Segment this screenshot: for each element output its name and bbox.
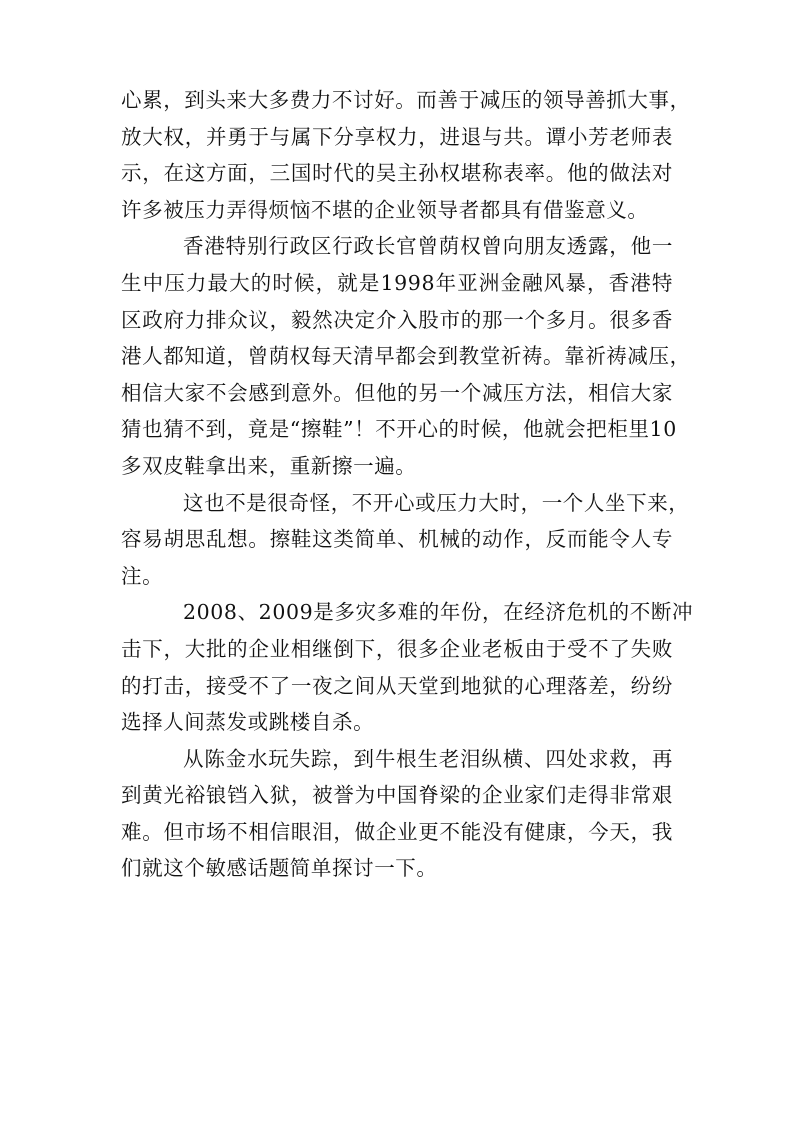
text-line: 容易胡思乱想。擦鞋这类简单、机械的动作，反而能令人专 <box>121 527 673 552</box>
text-line: 注。 <box>121 563 164 588</box>
text-line: 多双皮鞋拿出来，重新擦一遍。 <box>121 453 417 478</box>
text-line: 猜也猜不到，竟是“擦鞋”！不开心的时候，他就会把柜里10 <box>121 417 677 442</box>
text-line: 相信大家不会感到意外。但他的另一个减压方法，相信大家 <box>121 380 673 405</box>
paragraph-first-line: 从陈金水玩失踪，到牛根生老泪纵横、四处求救，再 <box>183 746 673 771</box>
text-line: 示，在这方面，三国时代的吴主孙权堪称表率。他的做法对 <box>121 161 673 186</box>
text-line: 到黄光裕锒铛入狱，被誉为中国脊梁的企业家们走得非常艰 <box>121 783 673 808</box>
paragraph-first-line: 这也不是很奇怪，不开心或压力大时，一个人坐下来， <box>183 490 690 515</box>
paragraph-first-line: 2008、2009是多灾多难的年份，在经济危机的不断冲 <box>183 600 694 625</box>
body-text <box>121 82 694 887</box>
text-line: 选择人间蒸发或跳楼自杀。 <box>121 710 375 735</box>
text-line: 放大权，并勇于与属下分享权力，进退与共。谭小芳老师表 <box>121 124 673 149</box>
text-line: 击下，大批的企业相继倒下，很多企业老板由于受不了失败 <box>121 636 673 661</box>
text-line: 许多被压力弄得烦恼不堪的企业领导者都具有借鉴意义。 <box>121 197 649 222</box>
text-line: 的打击，接受不了一夜之间从天堂到地狱的心理落差，纷纷 <box>121 673 673 698</box>
text-line: 区政府力排众议，毅然决定介入股市的那一个多月。很多香 <box>121 307 673 332</box>
text-line: 们就这个敏感话题简单探讨一下。 <box>121 856 438 881</box>
text-line: 难。但市场不相信眼泪，做企业更不能没有健康，今天，我 <box>121 819 673 844</box>
text-line: 生中压力最大的时候，就是1998年亚洲金融风暴，香港特 <box>121 270 673 295</box>
text-line: 心累，到头来大多费力不讨好。而善于减压的领导善抓大事， <box>121 88 691 112</box>
text-line: 港人都知道，曾荫权每天清早都会到教堂祈祷。靠祈祷减压， <box>121 344 691 369</box>
paragraph-first-line: 香港特别行政区行政长官曾荫权曾向朋友透露，他一 <box>183 234 673 259</box>
